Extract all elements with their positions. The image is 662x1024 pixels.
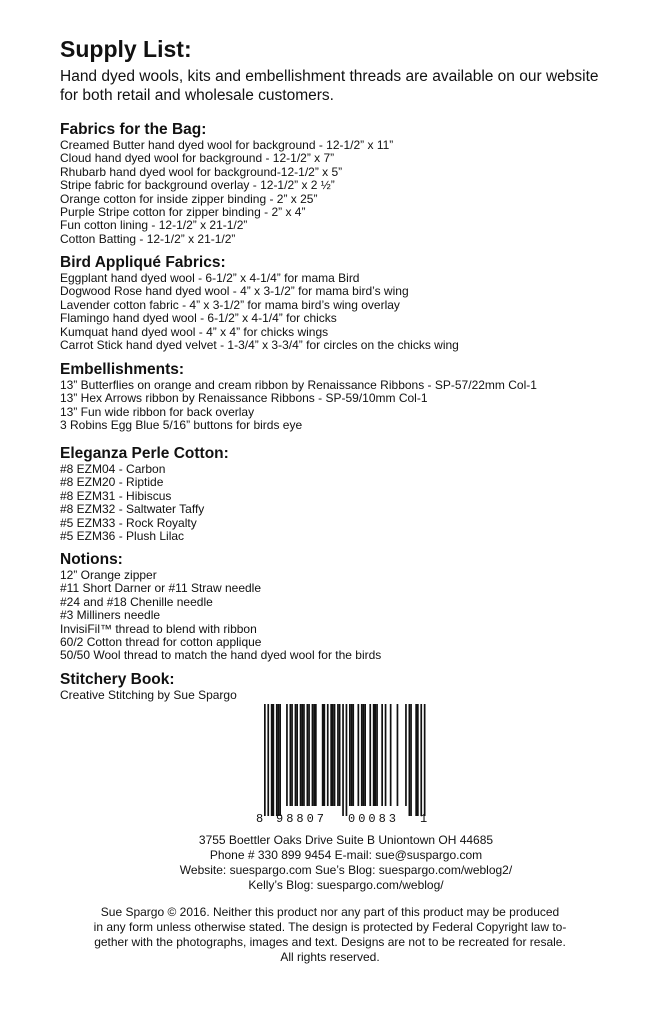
barcode-bar	[300, 704, 302, 806]
item-list	[60, 379, 640, 433]
barcode-bar	[276, 704, 278, 816]
list-item: #11 Short Darner or #11 Straw needle	[60, 581, 262, 596]
list-item: 3 Robins Egg Blue 5/16” buttons for birds eye	[60, 418, 303, 433]
barcode-bar	[273, 704, 275, 816]
list-item: 12” Orange zipper	[60, 568, 157, 582]
barcode-bar	[303, 704, 305, 806]
barcode-bar	[376, 704, 378, 806]
list-item: #3 Milliners needle	[60, 608, 161, 623]
address-line: 3755 Boettler Oaks Drive Suite B Uniontown OH 44685	[198, 833, 494, 847]
item-list	[60, 463, 640, 543]
barcode-bars	[264, 704, 426, 816]
barcode-bar	[296, 704, 298, 806]
barcode-bar	[415, 704, 417, 816]
list-item: Rhubarb hand dyed wool for background-12-1/2” x 5”	[60, 164, 343, 179]
list-item: Purple Stripe cotton for zipper binding - 2” x 4”	[60, 205, 306, 220]
list-item: 13” Butterflies on orange and cream ribbon by Renaissance Ribbons - SP-57/22mm Col-1	[60, 378, 537, 392]
list-item: 50/50 Wool thread to match the hand dyed wool for the birds	[60, 648, 382, 663]
list-item: Creative Stitching by Sue Spargo	[60, 688, 237, 702]
upc-barcode	[252, 704, 432, 826]
barcode-bar	[307, 704, 309, 806]
barcode-bar	[295, 704, 297, 806]
barcode-bar	[332, 704, 334, 806]
barcode-bar	[375, 704, 377, 806]
list-item: #8 EZM04 - Carbon	[60, 462, 166, 476]
barcode-bar	[278, 704, 280, 816]
barcode-bar	[361, 704, 363, 806]
barcode-bar	[315, 704, 317, 806]
barcode-bar	[301, 704, 303, 806]
list-item: Carrot Stick hand dyed velvet - 1-3/4” x 3-3/4” for circles on the chicks wing	[60, 338, 459, 353]
barcode-bar	[420, 704, 422, 816]
website-blog-line: Website: suespargo.com Sue’s Blog: suespargo.com/weblog2/	[179, 863, 513, 877]
barcode-bar	[290, 704, 292, 806]
barcode-bar	[373, 704, 375, 806]
barcode-bar	[369, 704, 371, 806]
barcode-right-digits: 00083	[348, 812, 400, 826]
barcode-bar	[363, 704, 365, 806]
barcode-bar	[291, 704, 293, 806]
barcode-bar	[349, 704, 351, 806]
page-title: Supply List:	[60, 36, 192, 62]
barcode-bar	[397, 704, 399, 806]
section-heading: Embellishments:	[60, 361, 185, 378]
copyright-notice	[40, 905, 620, 965]
list-item: #8 EZM32 - Saltwater Taffy	[60, 502, 205, 517]
list-item: #5 EZM36 - Plush Lilac	[60, 529, 185, 544]
barcode-bar	[322, 704, 324, 806]
barcode-bar	[330, 704, 332, 806]
barcode-bar	[337, 704, 339, 806]
barcode-bar	[351, 704, 353, 806]
section-heading: Eleganza Perle Cotton:	[60, 445, 229, 462]
list-item: 13” Hex Arrows ribbon by Renaissance Ribbons - SP-59/10mm Col-1	[60, 391, 428, 406]
barcode-bar	[271, 704, 273, 816]
barcode-bar	[286, 704, 288, 806]
barcode-bar	[312, 704, 314, 806]
section-embellishments	[60, 361, 640, 433]
barcode-bar	[327, 704, 329, 806]
list-item: Orange cotton for inside zipper binding - 2” x 25”	[60, 191, 318, 206]
section-heading: Fabrics for the Bag:	[60, 121, 207, 138]
copyright-line: Sue Spargo © 2016. Neither this product nor any part of this product may be produced	[100, 905, 560, 919]
list-item: Cotton Batting - 12-1/2” x 21-1/2”	[60, 231, 236, 246]
section-heading: Notions:	[60, 551, 123, 568]
list-item: Cloud hand dyed wool for background - 12-1/2” x 7”	[60, 151, 335, 166]
barcode-bar	[334, 704, 336, 806]
item-list	[60, 689, 640, 702]
barcode-bar	[313, 704, 315, 806]
intro-text: Hand dyed wools, kits and embellishment threads are available on our website for both retail and wholesale customers.	[60, 68, 599, 104]
barcode-bar	[385, 704, 387, 806]
section-stitchery-book	[60, 671, 640, 702]
blog-line: Kelly’s Blog: suespargo.com/weblog/	[248, 878, 444, 892]
list-item: Flamingo hand dyed wool - 6-1/2” x 4-1/4” for chicks	[60, 311, 337, 326]
barcode-bar	[417, 704, 419, 816]
contact-info	[136, 833, 556, 893]
list-item: Stripe fabric for background overlay - 12-1/2” x 2 ½”	[60, 178, 335, 193]
barcode-bar	[267, 704, 269, 816]
item-list	[60, 272, 640, 352]
barcode-first-digit: 8	[256, 812, 264, 826]
list-item: #8 EZM20 - Riptide	[60, 475, 164, 490]
section-heading: Stitchery Book:	[60, 671, 175, 688]
barcode-bar	[424, 704, 426, 816]
item-list	[60, 569, 640, 663]
barcode-bar	[264, 704, 266, 816]
barcode-bar	[405, 704, 407, 806]
section-notions	[60, 551, 640, 663]
list-item: Fun cotton lining - 12-1/2” x 21-1/2”	[60, 218, 248, 233]
copyright-line: gether with the photographs, images and text. Designs are not to be recreated for resale.	[94, 935, 566, 949]
section-eleganza-perle-cotton	[60, 445, 640, 543]
copyright-line: All rights reserved.	[280, 950, 380, 964]
copyright-line: in any form unless otherwise stated. The design is protected by Federal Copyright law to-	[93, 920, 567, 934]
list-item: 13” Fun wide ribbon for back overlay	[60, 404, 255, 419]
barcode-bar	[339, 704, 341, 806]
barcode-bar	[390, 704, 392, 806]
phone-email-line: Phone # 330 899 9454 E-mail: sue@suspargo.com	[209, 848, 483, 862]
list-item: #8 EZM31 - Hibiscus	[60, 488, 172, 503]
section-heading: Bird Appliqué Fabrics:	[60, 254, 226, 271]
list-item: Eggplant hand dyed wool - 6-1/2” x 4-1/4” for mama Bird	[60, 271, 360, 285]
barcode-graphic	[252, 704, 432, 826]
barcode-bar	[324, 704, 326, 806]
barcode-check-digit: 1	[420, 812, 428, 826]
barcode-bar	[364, 704, 366, 806]
list-item: Kumquat hand dyed wool - 4” x 4” for chicks wings	[60, 324, 329, 339]
barcode-bar	[409, 704, 411, 816]
list-item: Dogwood Rose hand dyed wool - 4” x 3-1/2” for mama bird’s wing	[60, 284, 409, 299]
section-bird-applique-fabrics	[60, 254, 640, 352]
barcode-left-digits: 98807	[276, 812, 328, 826]
barcode-bar	[308, 704, 310, 806]
section-fabrics-for-bag	[60, 121, 640, 246]
list-item: #24 and #18 Chenille needle	[60, 594, 213, 609]
list-item: InvisiFil™ thread to blend with ribbon	[60, 621, 257, 636]
list-item: 60/2 Cotton thread for cotton applique	[60, 635, 262, 650]
barcode-bar	[279, 704, 281, 816]
list-item: #5 EZM33 - Rock Royalty	[60, 515, 197, 530]
barcode-bar	[410, 704, 412, 816]
item-list	[60, 139, 640, 246]
barcode-bar	[381, 704, 383, 806]
barcode-bar	[352, 704, 354, 806]
list-item: Creamed Butter hand dyed wool for background - 12-1/2” x 11”	[60, 138, 394, 152]
barcode-bar	[358, 704, 360, 806]
barcode-bar	[342, 704, 344, 816]
list-item: Lavender cotton fabric - 4” x 3-1/2” for mama bird’s wing overlay	[60, 297, 400, 312]
barcode-bar	[346, 704, 348, 816]
